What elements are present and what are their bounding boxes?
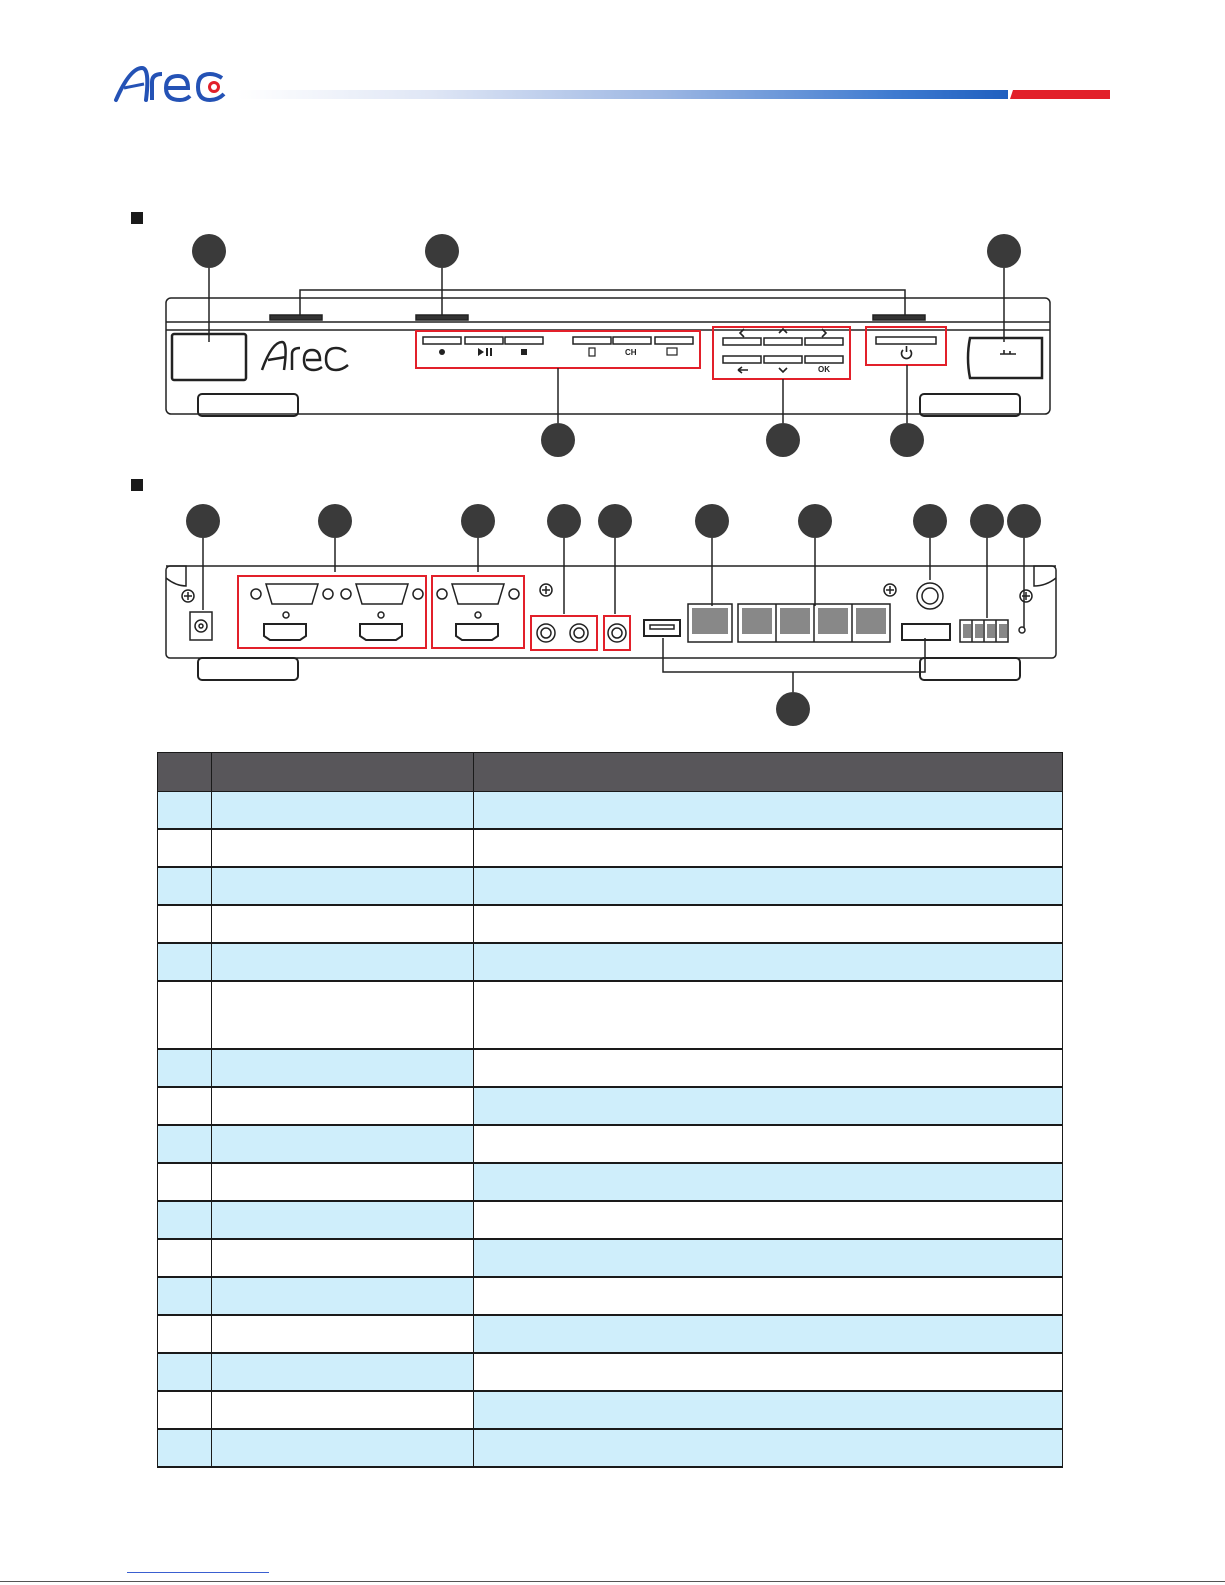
table-row [158, 905, 1063, 943]
table-cell [158, 1277, 212, 1315]
front-panel-diagram [160, 230, 1060, 460]
table-cell [158, 1391, 212, 1429]
section-bullet-rear [131, 479, 143, 491]
table-row [158, 792, 1063, 830]
table-row [158, 1353, 1063, 1391]
rear-panel-diagram [160, 500, 1060, 730]
section-bullet-front [131, 212, 143, 224]
table-cell [158, 829, 212, 867]
table-cell [158, 1353, 212, 1391]
table-row [158, 1049, 1063, 1087]
table-row [158, 1201, 1063, 1239]
callout-circle [987, 234, 1021, 268]
table-header-cell [158, 753, 212, 792]
table-cell [474, 1277, 1063, 1315]
table-cell [212, 1087, 474, 1125]
table-cell [474, 1087, 1063, 1125]
table-cell [474, 943, 1063, 981]
table-row [158, 1277, 1063, 1315]
table-row [158, 1391, 1063, 1429]
table-body [158, 792, 1063, 1468]
front-callout-circles [192, 234, 1021, 457]
table-cell [212, 1163, 474, 1201]
table-cell [212, 1049, 474, 1087]
table-cell [158, 1201, 212, 1239]
footer-link-underline [127, 1572, 269, 1573]
table-cell [212, 1353, 474, 1391]
table-cell [212, 792, 474, 830]
arec-logo-icon [110, 62, 240, 104]
table-cell [474, 1429, 1063, 1467]
table-cell [158, 943, 212, 981]
callout-circle [776, 692, 810, 726]
table-cell [158, 1163, 212, 1201]
callout-circle [547, 504, 581, 538]
table-header-row [158, 753, 1063, 792]
table-row [158, 829, 1063, 867]
table-cell [474, 905, 1063, 943]
callout-circle [192, 234, 226, 268]
table-cell [212, 829, 474, 867]
callout-circle [318, 504, 352, 538]
table-row [158, 1087, 1063, 1125]
table-row [158, 1315, 1063, 1353]
table-cell [474, 867, 1063, 905]
table-header-cell [212, 753, 474, 792]
table-cell [212, 1277, 474, 1315]
table-cell [474, 1315, 1063, 1353]
callout-circle [541, 423, 575, 457]
callout-circle [890, 423, 924, 457]
callout-circle [695, 504, 729, 538]
table-cell [212, 1315, 474, 1353]
table-cell [474, 1239, 1063, 1277]
table-row [158, 981, 1063, 1049]
spec-table [157, 752, 1063, 1468]
table-cell [158, 1087, 212, 1125]
footer-rule [0, 1581, 1225, 1582]
table-row [158, 867, 1063, 905]
callout-circle [461, 504, 495, 538]
header-red-bar [1010, 90, 1110, 99]
table-cell [474, 1163, 1063, 1201]
table-cell [474, 1125, 1063, 1163]
table-cell [158, 1429, 212, 1467]
table-cell [212, 905, 474, 943]
table-cell [212, 1239, 474, 1277]
callout-circle [598, 504, 632, 538]
table-cell [474, 1049, 1063, 1087]
table-cell [158, 905, 212, 943]
callout-circle [913, 504, 947, 538]
table-row [158, 1429, 1063, 1467]
table-cell [212, 1391, 474, 1429]
table-cell [212, 1201, 474, 1239]
table-cell [474, 1353, 1063, 1391]
table-cell [474, 981, 1063, 1049]
callout-circle [186, 504, 220, 538]
table-cell [212, 981, 474, 1049]
callout-circle [766, 423, 800, 457]
table-cell [212, 1125, 474, 1163]
table-cell [212, 867, 474, 905]
callout-circle [425, 234, 459, 268]
ok-label: OK [818, 365, 830, 374]
table-cell [212, 1429, 474, 1467]
table-cell [158, 1315, 212, 1353]
table-row [158, 1239, 1063, 1277]
table-cell [212, 943, 474, 981]
table-cell [474, 1391, 1063, 1429]
table-cell [474, 1201, 1063, 1239]
table-cell [474, 829, 1063, 867]
table-cell [158, 981, 212, 1049]
table-header-cell [474, 753, 1063, 792]
callout-circle [798, 504, 832, 538]
header-gradient-bar [238, 90, 1008, 99]
table-cell [158, 1125, 212, 1163]
table-row [158, 1125, 1063, 1163]
ch-label: CH [625, 348, 637, 357]
callout-circle [1007, 504, 1041, 538]
table-row [158, 943, 1063, 981]
table-cell [158, 1239, 212, 1277]
table-cell [158, 867, 212, 905]
callout-circle [970, 504, 1004, 538]
table-row [158, 1163, 1063, 1201]
table-cell [474, 792, 1063, 830]
table-cell [158, 1049, 212, 1087]
table-cell [158, 792, 212, 830]
